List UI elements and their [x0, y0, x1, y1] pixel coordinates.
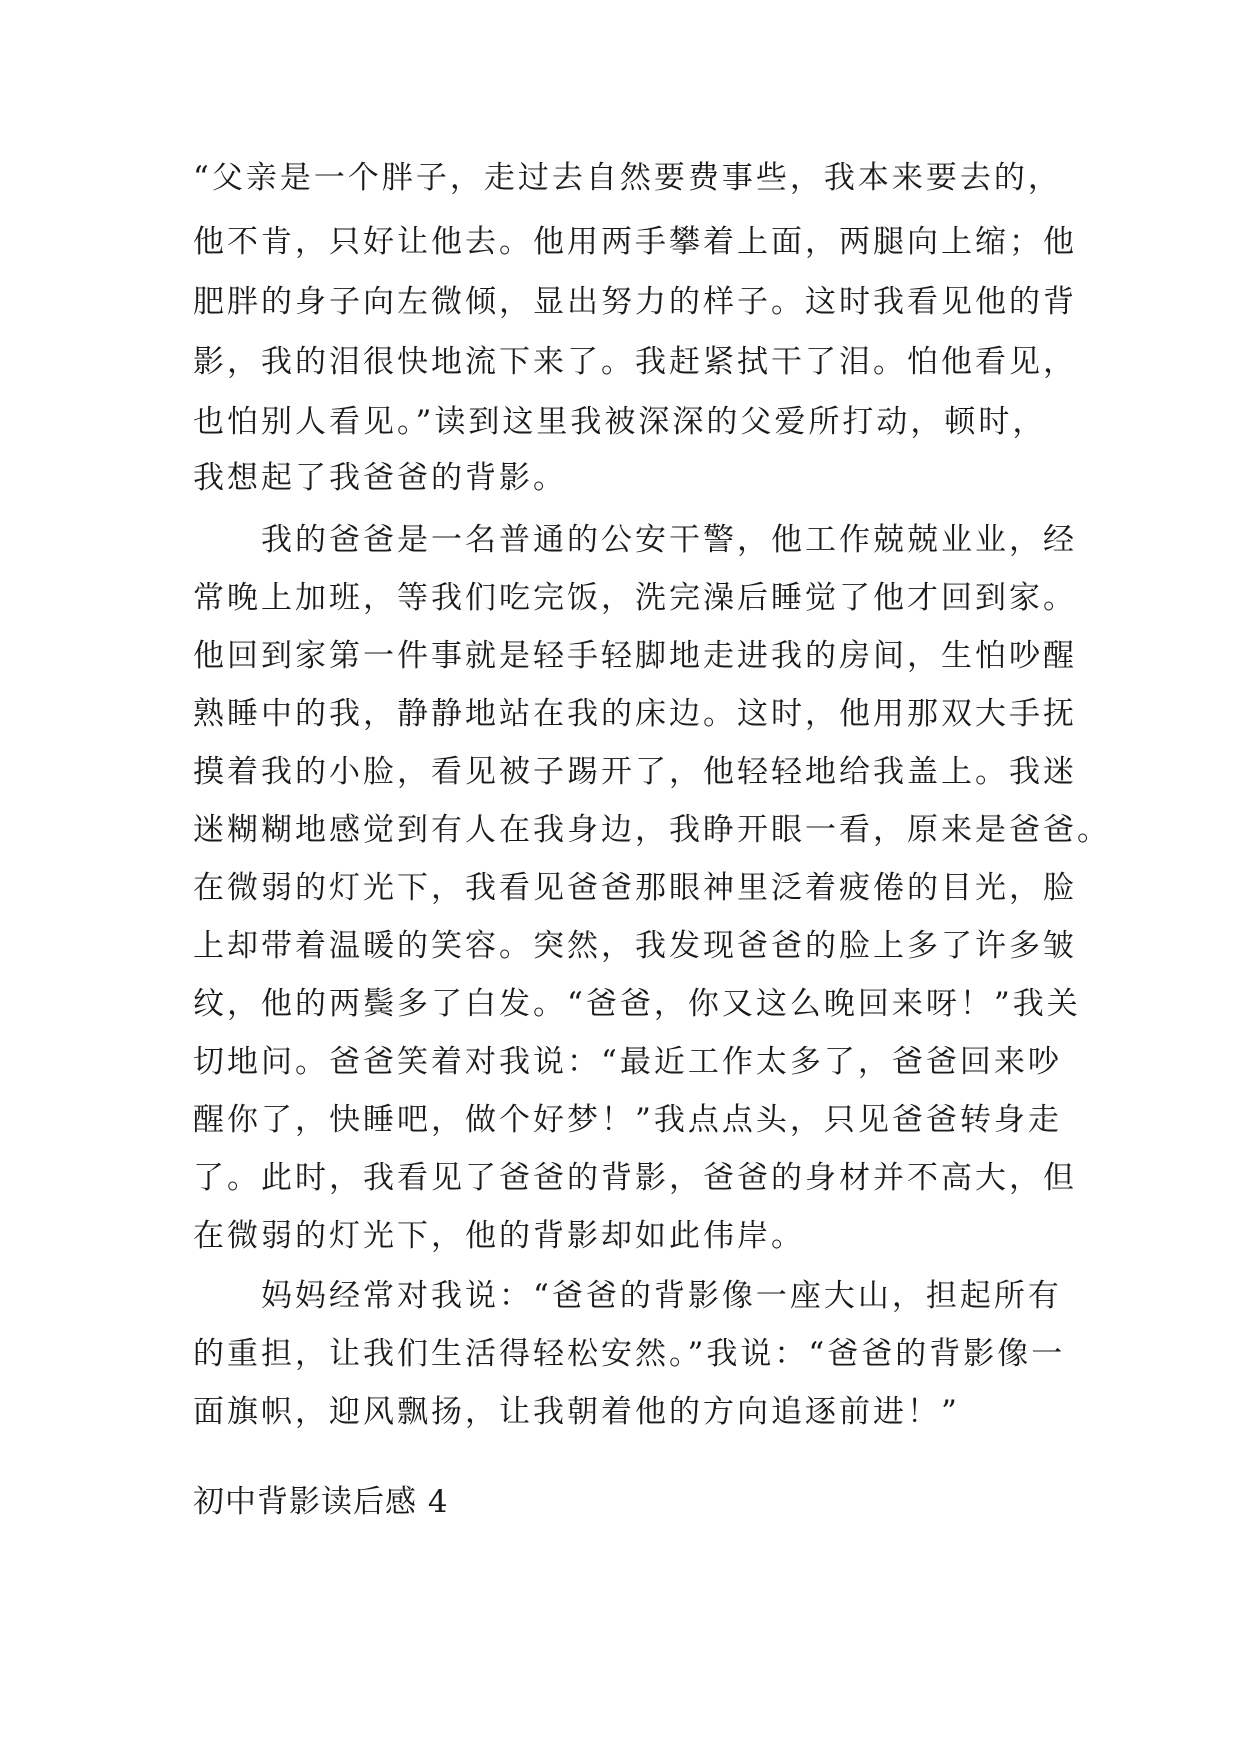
paragraph-2-line-2: 常晚上加班，等我们吃完饭，洗完澡后睡觉了他才回到家。: [193, 580, 1077, 616]
paragraph-3-line-2: 的重担，让我们生活得轻松安然。”我说：“爸爸的背影像一: [193, 1336, 1066, 1372]
paragraph-2-line-12: 了。此时，我看见了爸爸的背影，爸爸的身材并不高大，但: [193, 1160, 1077, 1196]
paragraph-2-line-6: 迷糊糊地感觉到有人在我身边，我睁开眼一看，原来是爸爸。: [193, 812, 1111, 848]
paragraph-1-line-4: 影，我的泪很快地流下来了。我赶紧拭干了泪。怕他看见，: [193, 344, 1077, 380]
paragraph-1-line-6: 我想起了我爸爸的背影。: [193, 460, 567, 496]
paragraph-2-line-9: 纹，他的两鬓多了白发。“爸爸，你又这么晚回来呀！”我关: [193, 986, 1081, 1022]
section-heading: 初中背影读后感 4: [193, 1484, 449, 1520]
paragraph-3-line-1: 妈妈经常对我说：“爸爸的背影像一座大山，担起所有: [193, 1278, 1062, 1314]
paragraph-2-line-4: 熟睡中的我，静静地站在我的床边。这时，他用那双大手抚: [193, 696, 1077, 732]
paragraph-2-line-5: 摸着我的小脸，看见被子踢开了，他轻轻地给我盖上。我迷: [193, 754, 1077, 790]
paragraph-1-line-2: 他不肯，只好让他去。他用两手攀着上面，两腿向上缩；他: [193, 224, 1077, 260]
paragraph-1-line-1: “父亲是一个胖子，走过去自然要费事些，我本来要去的，: [193, 160, 1062, 196]
paragraph-2-line-10: 切地问。爸爸笑着对我说：“最近工作太多了，爸爸回来吵: [193, 1044, 1062, 1080]
paragraph-1-line-5: 也怕别人看见。”读到这里我被深深的父爱所打动，顿时，: [193, 404, 1047, 440]
paragraph-2-line-3: 他回到家第一件事就是轻手轻脚地走进我的房间，生怕吵醒: [193, 638, 1077, 674]
paragraph-2-line-8: 上却带着温暖的笑容。突然，我发现爸爸的脸上多了许多皱: [193, 928, 1077, 964]
paragraph-2-line-1: 我的爸爸是一名普通的公安干警，他工作兢兢业业，经: [193, 522, 1077, 558]
paragraph-2-line-13: 在微弱的灯光下，他的背影却如此伟岸。: [193, 1218, 805, 1254]
paragraph-3-line-3: 面旗帜，迎风飘扬，让我朝着他的方向追逐前进！”: [193, 1394, 960, 1430]
paragraph-1-line-3: 肥胖的身子向左微倾，显出努力的样子。这时我看见他的背: [193, 284, 1077, 320]
paragraph-2-line-11: 醒你了，快睡吧，做个好梦！”我点点头，只见爸爸转身走: [193, 1102, 1062, 1138]
paragraph-2-line-7: 在微弱的灯光下，我看见爸爸那眼神里泛着疲倦的目光，脸: [193, 870, 1077, 906]
